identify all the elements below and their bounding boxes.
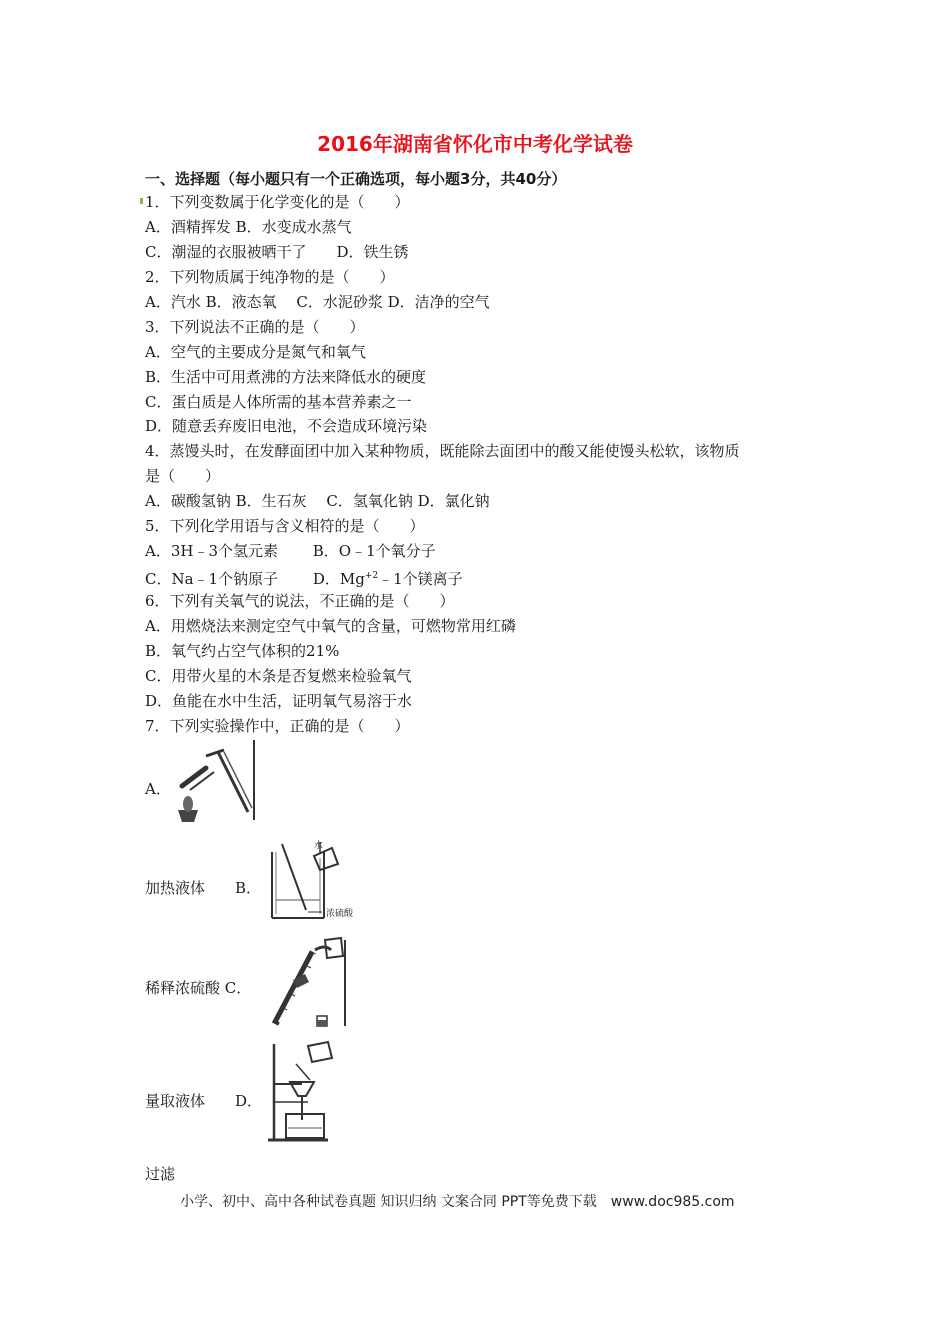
heating-liquid-figure: [168, 738, 258, 823]
section-heading: 一、选择题（每小题只有一个正确选项，每小题3分，共40分）: [145, 170, 567, 188]
page-footer: 小学、初中、高中各种试卷真题 知识归纳 文案合同 PPT等免费下载 www.doc985.com: [180, 1194, 735, 1210]
question-3-option-a: A．空气的主要成分是氮气和氧气: [145, 343, 366, 361]
water-label: 水: [314, 841, 324, 851]
question-5-options-cd: [145, 566, 463, 589]
question-1-options-cd: C．潮湿的衣服被晒干了 D．铁生锈: [145, 243, 409, 261]
option-c-label: 稀释浓硫酸 C．: [145, 979, 252, 997]
filtration-figure: [266, 1038, 338, 1144]
acid-label: 浓硫酸: [326, 909, 354, 919]
question-2: 2．下列物质属于纯净物的是（ ）: [145, 268, 395, 286]
question-4-continued: 是（ ）: [145, 467, 221, 485]
question-7: 7．下列实验操作中，正确的是（ ）: [145, 717, 410, 735]
option-end-label: 过滤: [145, 1165, 176, 1183]
question-5-options-ab: A．3H﹣3个氢元素 B．O﹣1个氧分子: [145, 542, 436, 560]
question-6: 6．下列有关氧气的说法，不正确的是（ ）: [145, 592, 455, 610]
question-3-option-c: C．蛋白质是人体所需的基本营养素之一: [145, 393, 412, 411]
question-3: 3．下列说法不正确的是（ ）: [145, 318, 365, 336]
question-1: 1．下列变数属于化学变化的是（ ）: [145, 193, 410, 211]
q5-cd-text: C．Na﹣1个钠原子 D．Mg: [145, 570, 365, 588]
dilute-acid-figure: [268, 838, 358, 922]
question-6-option-a: A．用燃烧法来测定空气中氧气的含量，可燃物常用红磷: [145, 617, 516, 635]
question-3-option-b: B．生活中可用煮沸的方法来降低水的硬度: [145, 368, 427, 386]
question-6-option-c: C．用带火星的木条是否复燃来检验氧气: [145, 667, 412, 685]
question-6-option-d: D．鱼能在水中生活，证明氧气易溶于水: [145, 692, 413, 710]
question-4-options: A．碳酸氢钠 B．生石灰 C．氢氧化钠 D．氯化钠: [145, 492, 490, 510]
page-title: 2016年湖南省怀化市中考化学试卷: [317, 132, 633, 156]
question-4: 4．蒸馒头时，在发酵面团中加入某种物质，既能除去面团中的酸又能使馒头松软，该物质: [145, 442, 740, 460]
question-1-options-ab: A．酒精挥发 B．水变成水蒸气: [145, 218, 352, 236]
measure-liquid-figure: [265, 934, 350, 1028]
question-5: 5．下列化学用语与含义相符的是（ ）: [145, 517, 425, 535]
question-6-option-b: B．氧气约占空气体积的21%: [145, 642, 340, 660]
option-d-label: 量取液体 D．: [145, 1092, 263, 1110]
question-3-option-d: D．随意丢弃废旧电池，不会造成环境污染: [145, 417, 428, 435]
q5-cd-tail: ﹣1个镁离子: [378, 570, 463, 588]
option-a-label: A．: [145, 780, 171, 798]
option-b-label: 加热液体 B．: [145, 879, 262, 897]
margin-marker: [140, 198, 143, 204]
question-2-options: A．汽水 B．液态氧 C．水泥砂浆 D．洁净的空气: [145, 293, 490, 311]
q5-superscript: +2: [364, 571, 379, 581]
